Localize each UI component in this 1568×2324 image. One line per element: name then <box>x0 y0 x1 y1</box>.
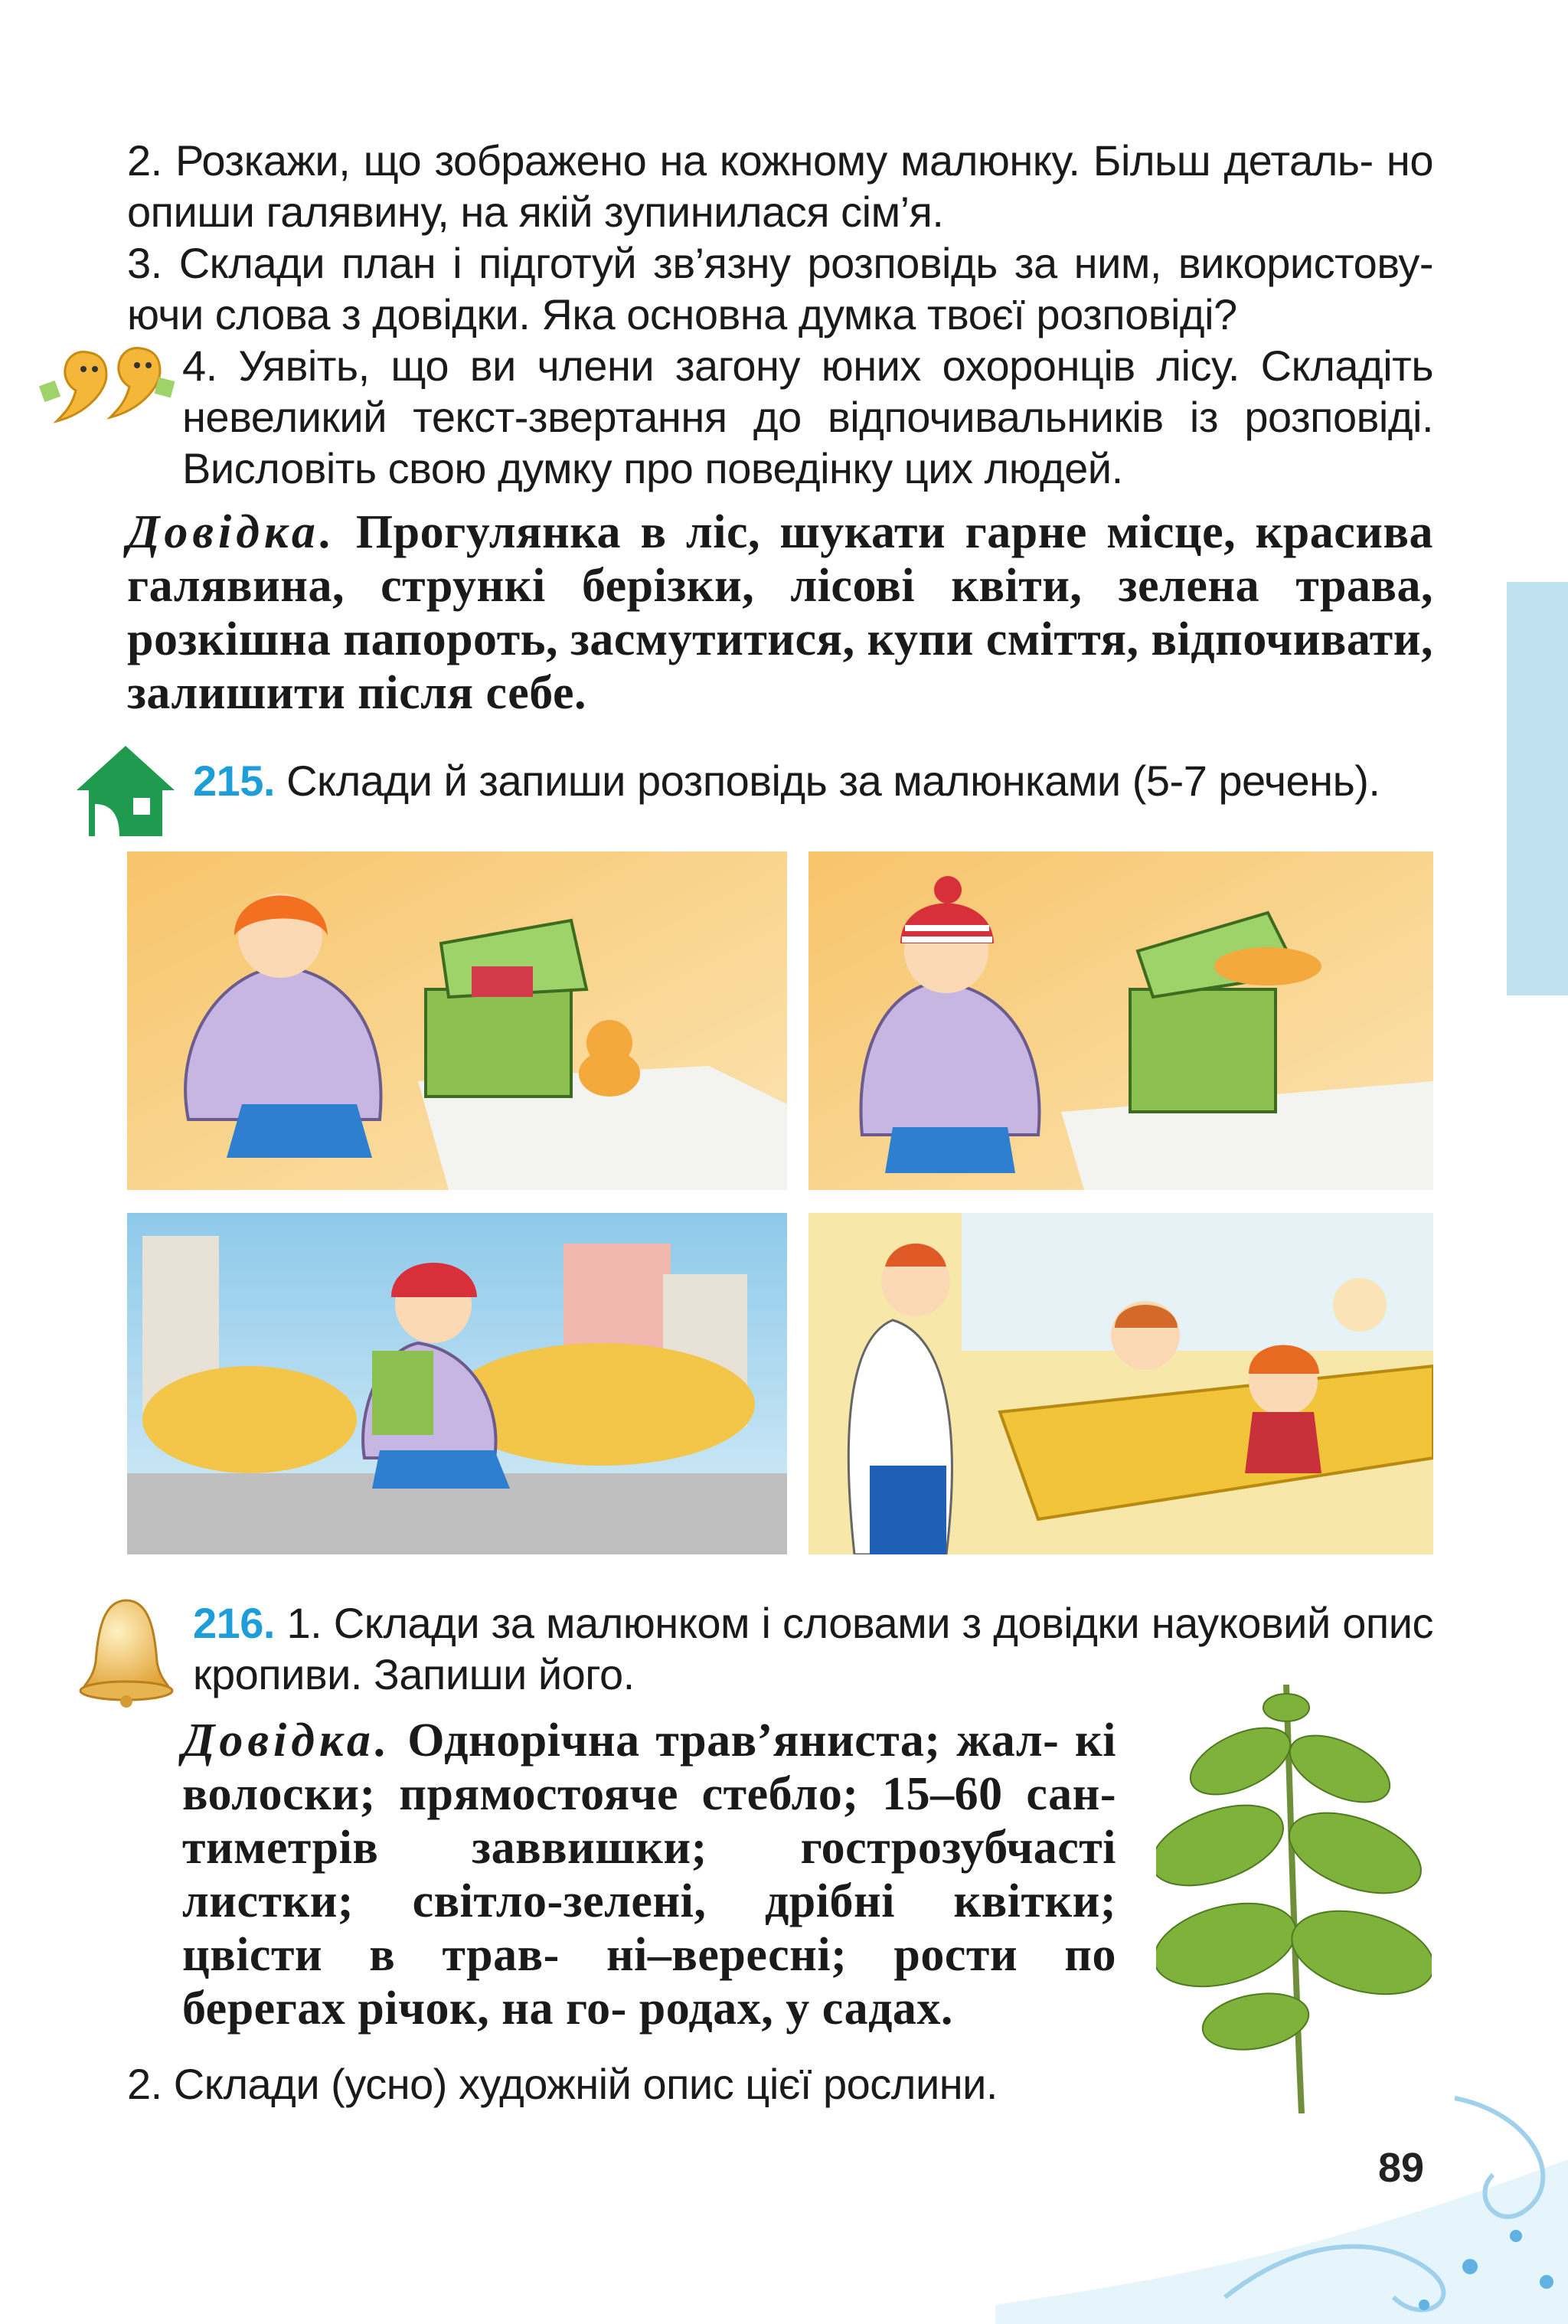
help-block-1: Довідка. Прогулянка в ліс, шукати гарне місце, красива галявина, стрункі берізки, лісові квіти, зелена трава, розкішна папороть, засмутитися, купи сміття, відпочивати, залишити після себе. <box>127 506 1434 719</box>
page-number: 89 <box>1378 2145 1425 2191</box>
ex216-item2: 2. Склади (усно) художній опис цієї рослини. <box>127 2060 998 2108</box>
help-block-2: Довідка. Однорічна трав’яниста; жал- кі волоски; прямостояче стебло; 15–60 сан- тиметрів заввишки; гострозубчасті листки; світло-зелені, дрібні квітки; цвісти в трав- ні–вересні; рости по берегах річок, на го- родах, у садах. <box>182 1714 1116 2035</box>
pair-work-icon <box>34 337 179 436</box>
task-3: 3. Склади план і підготуй зв’язну розповідь за ним, використову- ючи слова з довідки. Яка основна думка твоєї розповіді? <box>127 239 1433 338</box>
bell-icon <box>77 1593 176 1708</box>
house-homework-icon <box>74 743 178 842</box>
picture-3-girl-walking <box>127 1213 787 1554</box>
picture-2-girl-hat <box>808 851 1433 1190</box>
task-4: 4. Уявіть, що ви члени загону юних охоронців лісу. Складіть невеликий текст-звертання до відпочивальників із розповіді. Висловіть свою думку про поведінку цих людей. <box>182 342 1433 492</box>
decorative-swirl <box>995 2006 1568 2324</box>
side-tab <box>1507 582 1568 995</box>
task-2: 2. Розкажи, що зображено на кожному малюнку. Більш деталь- но опиши галявину, на якій зупинилася сім’я. <box>127 136 1433 236</box>
ex216-text: 216. 1. Склади за малюнком і словами з довідки науковий опис кропиви. Запиши його. <box>193 1599 1433 1698</box>
ex215-text: 215. Склади й запиши розповідь за малюнками (5-7 речень). <box>193 757 1380 805</box>
picture-4-classroom <box>808 1213 1433 1554</box>
picture-1-girl-dressing <box>127 851 787 1190</box>
